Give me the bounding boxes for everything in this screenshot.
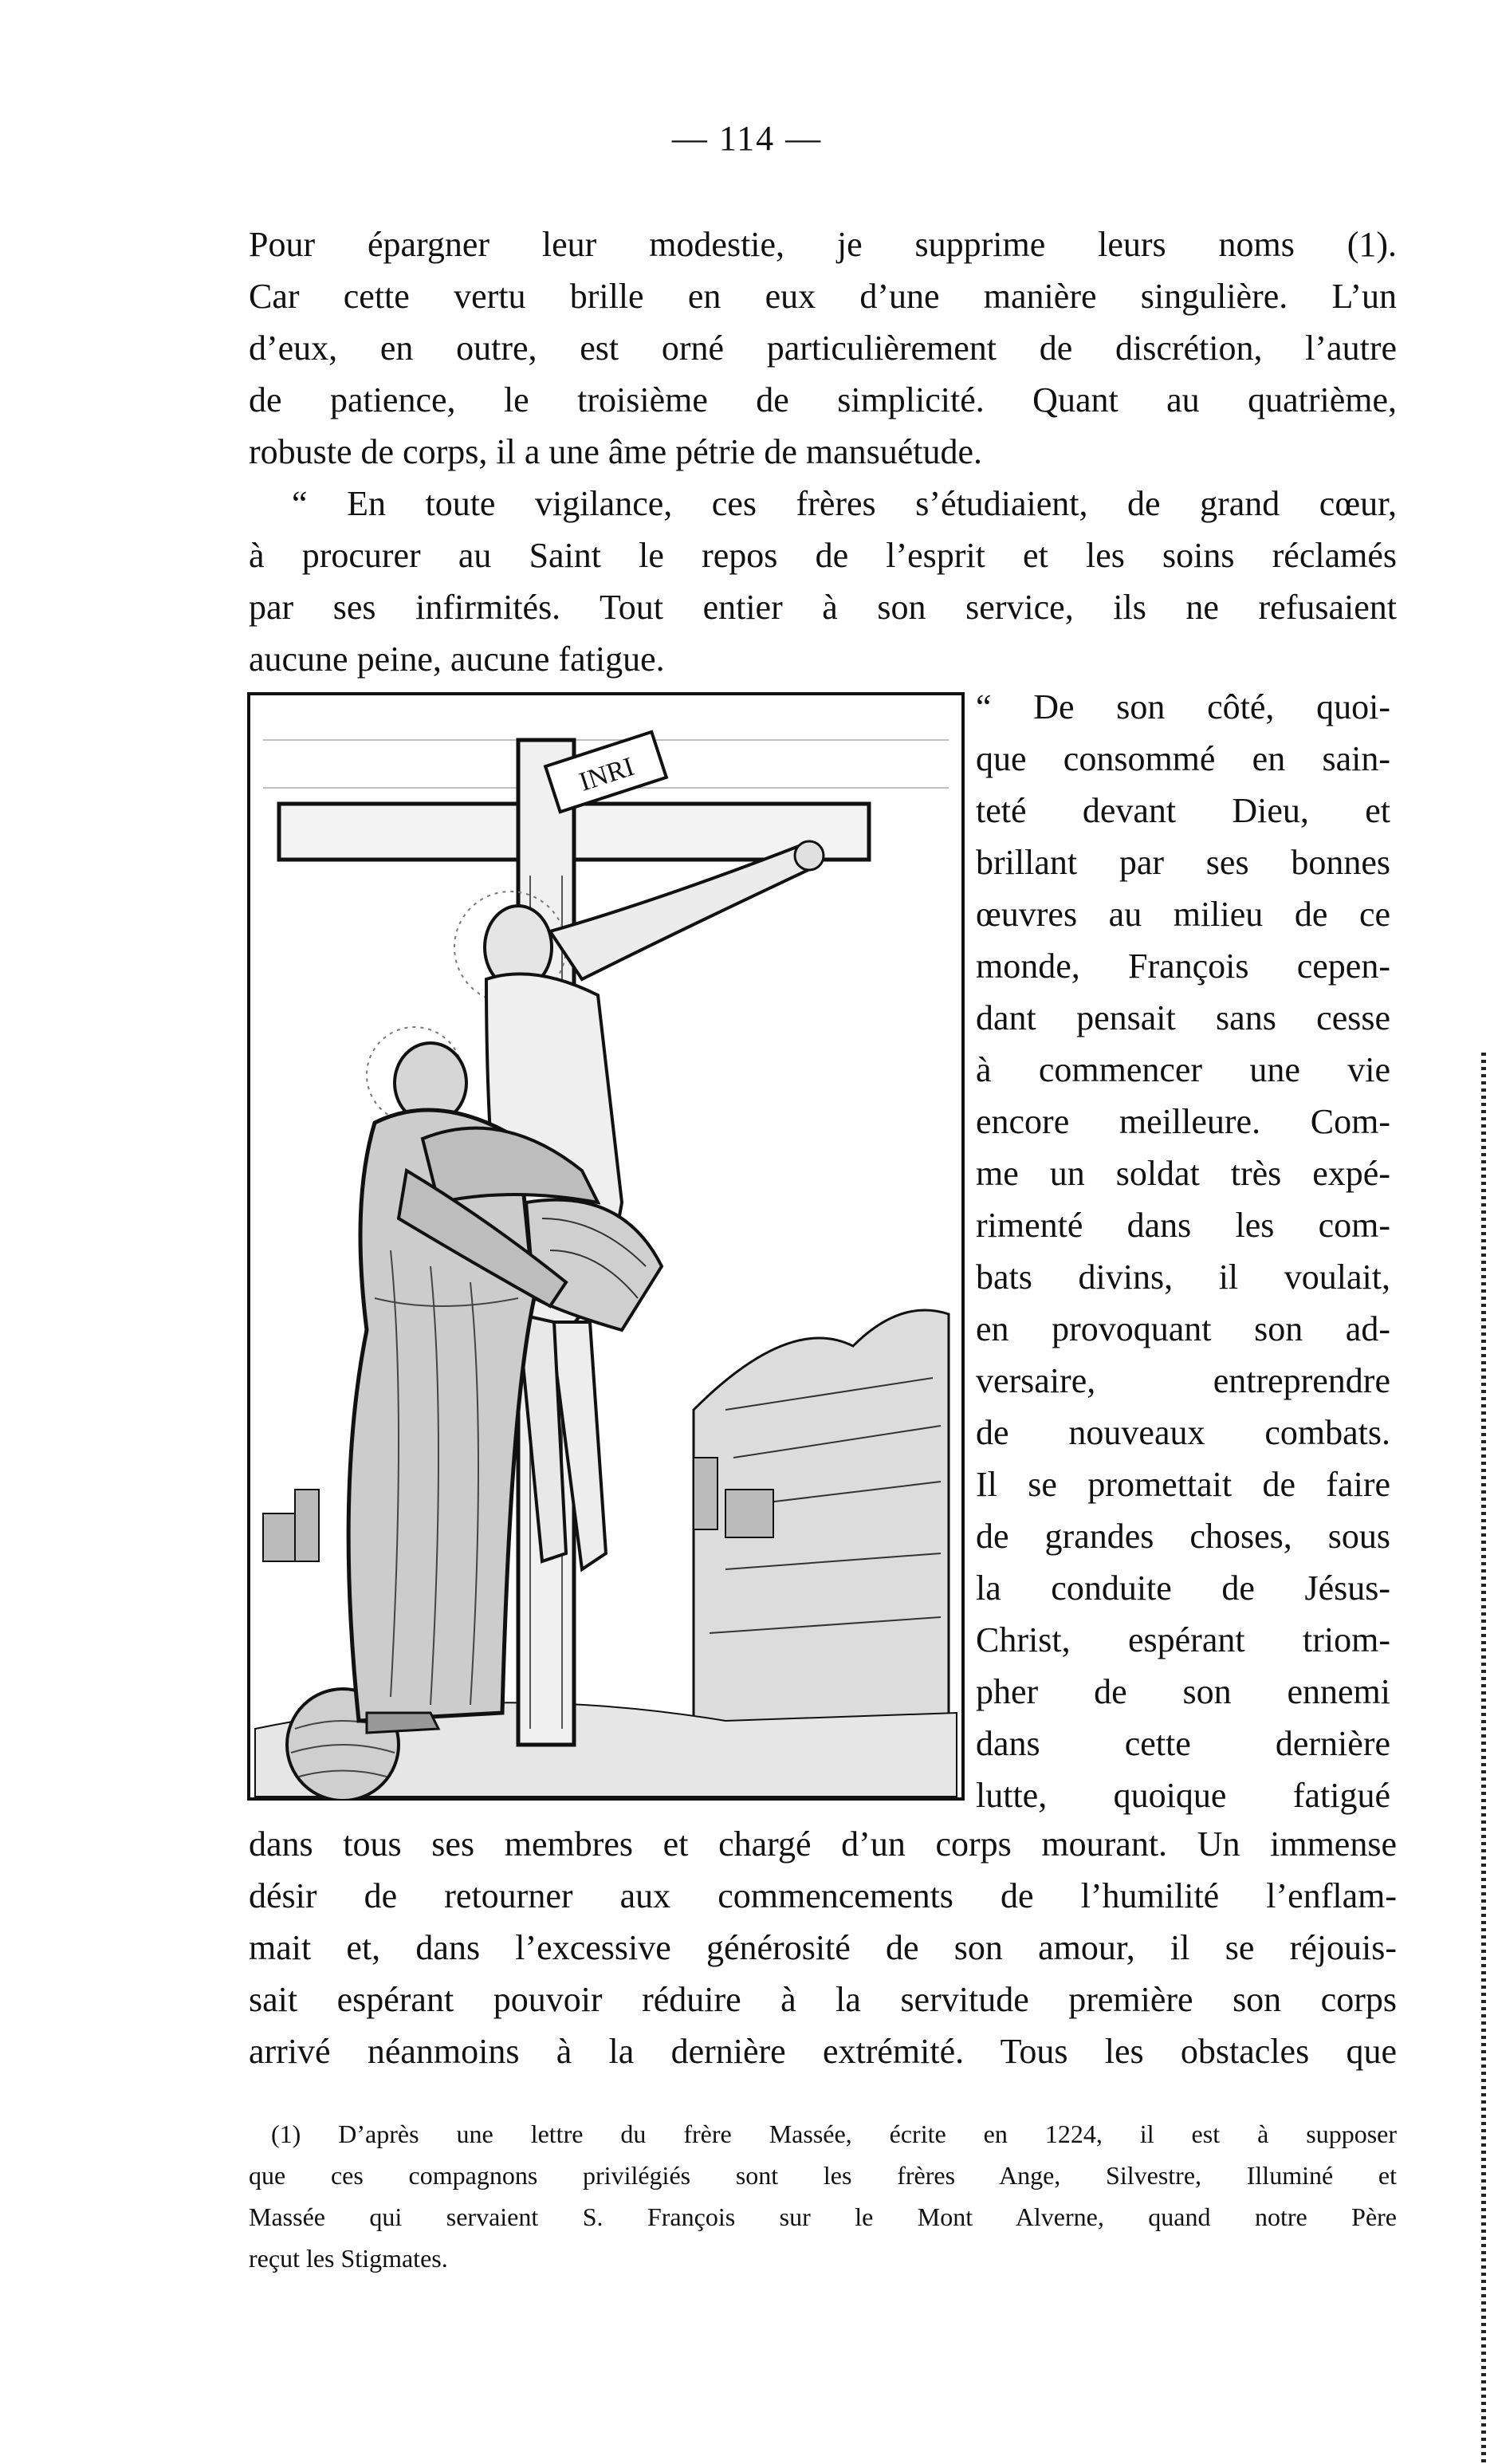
- footnote-line: (1) D’après une lettre du frère Massée, écrite en 1224, il est à supposer: [271, 2120, 1397, 2148]
- text-line: par ses infirmités. Tout entier à son service, ils ne refusaient: [249, 588, 1397, 627]
- text-line: mait et, dans l’excessive générosité de son amour, il se réjouis-: [249, 1928, 1397, 1967]
- text-line: Il se promettait de faire: [976, 1465, 1390, 1504]
- text-line: désir de retourner aux commencements de l’humilité l’enflam-: [249, 1876, 1397, 1915]
- footnote-line: que ces compagnons privilégiés sont les frères Ange, Silvestre, Illuminé et: [249, 2161, 1397, 2190]
- footnote-line: Massée qui servaient S. François sur le Mont Alverne, quand notre Père: [249, 2202, 1397, 2231]
- text-line: monde, François cepen-: [976, 947, 1390, 986]
- engraving-svg: [247, 692, 965, 1801]
- footnote: [249, 2113, 1397, 2279]
- text-line: “ De son côté, quoi-: [976, 687, 1390, 726]
- text-line: robuste de corps, il a une âme pétrie de mansuétude.: [249, 432, 983, 471]
- text-line: d’eux, en outre, est orné particulièrement de discrétion, l’autre: [249, 329, 1397, 368]
- text-line: de patience, le troisième de simplicité. Quant au quatrième,: [249, 380, 1397, 419]
- text-line: dant pensait sans cesse: [976, 998, 1390, 1037]
- text-line: “ En toute vigilance, ces frères s’étudiaient, de grand cœur,: [292, 484, 1397, 523]
- text-line: pher de son ennemi: [976, 1672, 1390, 1711]
- text-line: lutte, quoique fatigué: [976, 1776, 1390, 1815]
- text-line: encore meilleure. Com-: [976, 1102, 1390, 1141]
- text-line: que consommé en sain-: [976, 739, 1390, 778]
- text-line: aucune peine, aucune fatigue.: [249, 640, 665, 679]
- text-line: dans tous ses membres et chargé d’un corps mourant. Un immense: [249, 1824, 1397, 1864]
- text-line: brillant par ses bonnes: [976, 843, 1390, 882]
- text-line: œuvres au milieu de ce: [976, 895, 1390, 934]
- bottom-paragraph: [249, 1818, 1397, 2077]
- text-line: Christ, espérant triom-: [976, 1620, 1390, 1659]
- text-line: à procurer au Saint le repos de l’esprit et les soins réclamés: [249, 536, 1397, 575]
- text-line: de nouveaux combats.: [976, 1413, 1390, 1452]
- text-line: Pour épargner leur modestie, je supprime leurs noms (1).: [249, 225, 1397, 264]
- text-line: rimenté dans les com-: [976, 1206, 1390, 1245]
- top-paragraphs: [249, 218, 1397, 685]
- text-line: la conduite de Jésus-: [976, 1569, 1390, 1608]
- text-line: versaire, entreprendre: [976, 1361, 1390, 1400]
- text-line: à commencer une vie: [976, 1050, 1390, 1089]
- side-column-text: [976, 681, 1390, 1821]
- text-line: me un soldat très expé-: [976, 1154, 1390, 1193]
- text-line: en provoquant son ad-: [976, 1309, 1390, 1348]
- page-number: — 114 —: [671, 119, 823, 158]
- text-line: arrivé néanmoins à la dernière extrémité. Tous les obstacles que: [249, 2032, 1397, 2071]
- text-line: teté devant Dieu, et: [976, 791, 1390, 830]
- footnote-line: reçut les Stigmates.: [249, 2244, 448, 2273]
- text-line: de grandes choses, sous: [976, 1517, 1390, 1556]
- scan-edge-stripe: [1481, 1053, 1486, 2464]
- text-line: dans cette dernière: [976, 1724, 1390, 1763]
- text-line: sait espérant pouvoir réduire à la servitude première son corps: [249, 1980, 1397, 2019]
- text-line: Car cette vertu brille en eux d’une manière singulière. L’un: [249, 277, 1397, 316]
- crucifix-engraving: [247, 692, 965, 1801]
- text-line: bats divins, il voulait,: [976, 1258, 1390, 1297]
- inri-sign: INRI: [576, 751, 639, 797]
